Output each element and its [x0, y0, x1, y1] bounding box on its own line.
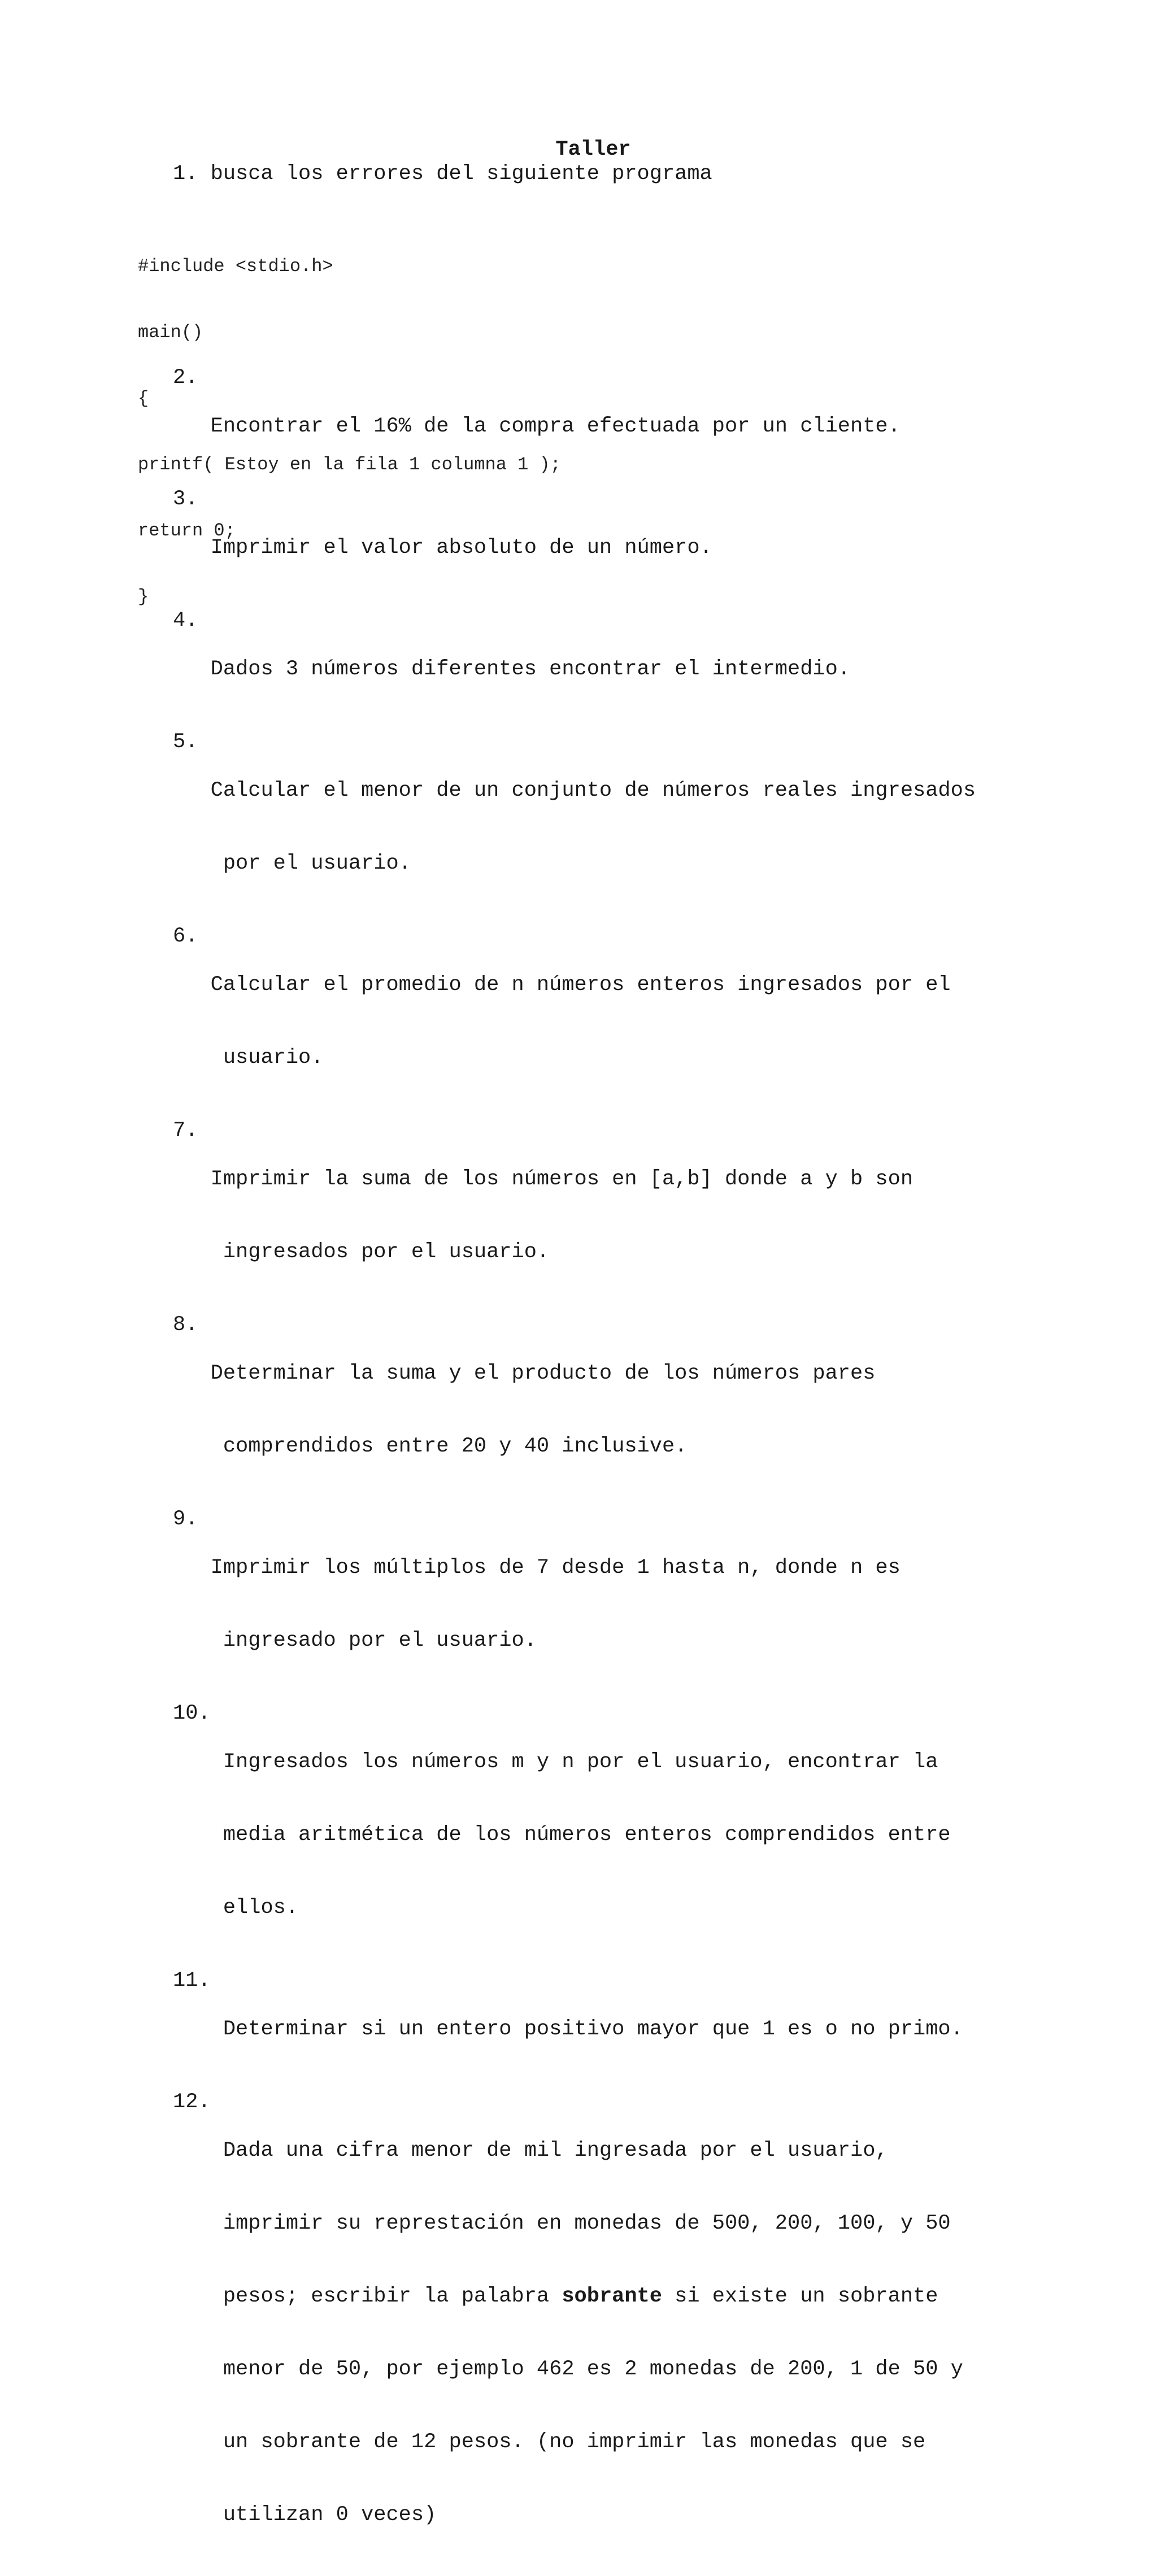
list-number: 9.	[173, 1507, 211, 1531]
exercise-list	[173, 366, 1133, 2576]
list-item-text: comprendidos entre 20 y 40 inclusive.	[210, 1435, 688, 1458]
list-item-text: media aritmética de los números enteros comprendidos entre	[223, 1823, 951, 1847]
list-item-text: usuario.	[210, 1046, 324, 1070]
list-item-text	[223, 2285, 963, 2309]
list-number: 3.	[173, 487, 211, 511]
list-item-11	[173, 1969, 1133, 2090]
document-title: Taller	[555, 138, 631, 162]
list-item-text: Dados 3 números diferentes encontrar el intermedio.	[210, 657, 851, 681]
list-item-text: utilizan 0 veces)	[223, 2503, 437, 2527]
list-item-text: Ingresados los números m y n por el usuario, encontrar la	[223, 1750, 938, 1774]
code-line: }	[138, 586, 149, 607]
list-item-8	[173, 1313, 1133, 1507]
list-number: 7.	[173, 1119, 211, 1143]
list-item-text: imprimir su represtación en monedas de 500, 200, 100, y 50	[223, 2212, 951, 2235]
code-line: #include <stdio.h>	[138, 256, 333, 277]
list-number: 11.	[173, 1969, 223, 1993]
list-item-text: ingresados por el usuario.	[210, 1240, 550, 1264]
list-item-text-part: pesos; escribir la palabra	[223, 2285, 562, 2308]
list-item-text: Imprimir los múltiplos de 7 desde 1 hasta n, donde n es	[210, 1556, 901, 1580]
list-item-10	[173, 1702, 1133, 1969]
code-line: {	[138, 388, 149, 409]
list-item-text: Imprimir el valor absoluto de un número.	[210, 536, 712, 560]
list-number: 5.	[173, 730, 211, 754]
list-item-text: un sobrante de 12 pesos. (no imprimir las monedas que se	[223, 2430, 926, 2454]
list-number: 12.	[173, 2090, 223, 2114]
code-line: printf( Estoy en la fila 1 columna 1 );	[138, 454, 561, 475]
list-item-text: por el usuario.	[210, 852, 411, 875]
code-line: main()	[138, 322, 203, 343]
list-item-text: Encontrar el 16% de la compra efectuada por un cliente.	[210, 415, 901, 438]
bold-keyword: sobrante	[562, 2285, 662, 2308]
list-item-12	[173, 2090, 1133, 2576]
list-item-text: ingresado por el usuario.	[210, 1629, 537, 1653]
list-item-text: Determinar si un entero positivo mayor que 1 es o no primo.	[223, 2017, 963, 2041]
list-item-text: Dada una cifra menor de mil ingresada por el usuario,	[223, 2139, 888, 2163]
code-line: return 0;	[138, 520, 236, 541]
list-item-text: Calcular el promedio de n números enteros ingresados por el	[210, 973, 951, 997]
list-item-text: menor de 50, por ejemplo 462 es 2 monedas de 200, 1 de 50 y	[223, 2357, 963, 2381]
list-number: 8.	[173, 1313, 211, 1337]
list-item-7	[173, 1119, 1133, 1313]
list-number: 2.	[173, 366, 211, 390]
list-item-text: ellos.	[223, 1896, 299, 1920]
list-item-6	[173, 925, 1133, 1119]
list-item-text-part: si existe un sobrante	[662, 2285, 938, 2308]
list-number: 4.	[173, 609, 211, 633]
list-number: 10.	[173, 1702, 223, 1725]
list-item-text: Calcular el menor de un conjunto de números reales ingresados	[210, 779, 976, 803]
list-item-4	[173, 609, 1133, 730]
list-item-2	[173, 366, 1133, 487]
list-item-text: Imprimir la suma de los números en [a,b] donde a y b son	[210, 1167, 914, 1191]
list-number: 6.	[173, 925, 211, 948]
list-item-3	[173, 487, 1133, 609]
list-item-1: 1. busca los errores del siguiente programa	[173, 162, 712, 186]
list-item-9	[173, 1507, 1133, 1702]
list-item-5	[173, 730, 1133, 925]
list-item-text: Determinar la suma y el producto de los números pares	[210, 1362, 876, 1385]
